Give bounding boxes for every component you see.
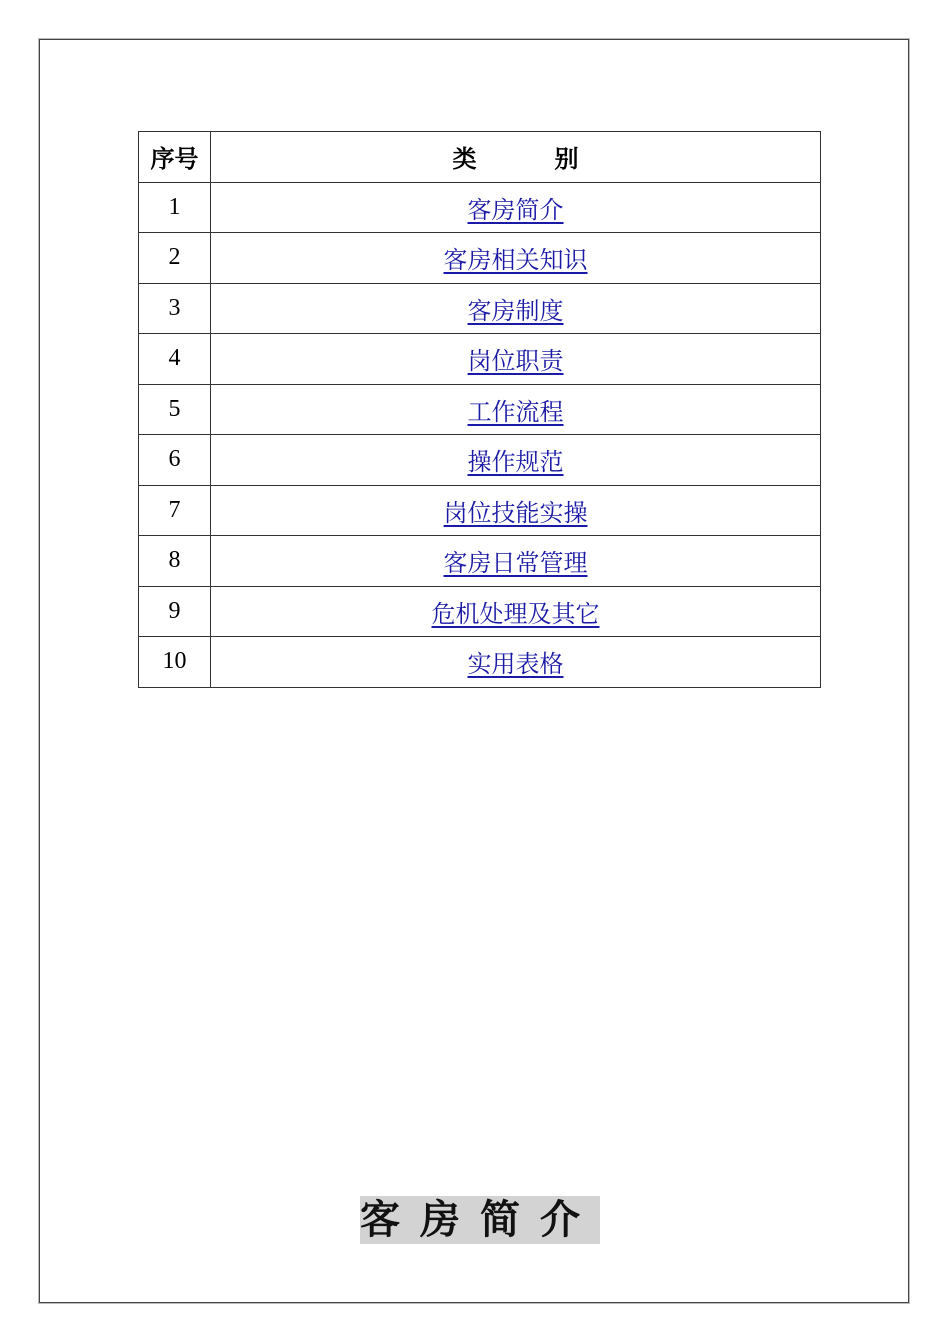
header-category	[211, 132, 821, 183]
table-row	[139, 536, 821, 587]
row-number: 4	[139, 334, 211, 385]
row-category	[211, 384, 821, 435]
table-row	[139, 182, 821, 233]
toc-link-3[interactable]: 客房制度	[467, 296, 564, 325]
table-row	[139, 334, 821, 385]
row-category	[211, 283, 821, 334]
row-category	[211, 485, 821, 536]
header-category-left: 类	[452, 145, 477, 174]
table-header-row	[139, 132, 821, 183]
table-row	[139, 435, 821, 486]
row-category	[211, 435, 821, 486]
table-row	[139, 637, 821, 688]
row-number: 3	[139, 283, 211, 334]
row-number: 5	[139, 384, 211, 435]
row-number: 9	[139, 586, 211, 637]
table-row	[139, 384, 821, 435]
toc-link-4[interactable]: 岗位职责	[467, 347, 564, 376]
row-number: 1	[139, 182, 211, 233]
table-row	[139, 233, 821, 284]
toc-link-2[interactable]: 客房相关知识	[443, 246, 588, 275]
row-number: 7	[139, 485, 211, 536]
toc-link-7[interactable]: 岗位技能实操	[443, 498, 588, 527]
table-row	[139, 586, 821, 637]
toc-link-9[interactable]: 危机处理及其它	[431, 599, 600, 628]
row-category	[211, 182, 821, 233]
toc-link-8[interactable]: 客房日常管理	[443, 549, 588, 578]
row-category	[211, 233, 821, 284]
header-number: 序号	[139, 132, 211, 183]
toc-link-6[interactable]: 操作规范	[467, 448, 564, 477]
row-category	[211, 586, 821, 637]
row-number: 6	[139, 435, 211, 486]
table-row	[139, 485, 821, 536]
row-category	[211, 637, 821, 688]
toc-link-10[interactable]: 实用表格	[467, 650, 564, 679]
row-category	[211, 334, 821, 385]
table-of-contents	[138, 131, 821, 688]
toc-link-5[interactable]: 工作流程	[467, 397, 564, 426]
row-number: 8	[139, 536, 211, 587]
row-category	[211, 536, 821, 587]
row-number: 2	[139, 233, 211, 284]
toc-link-1[interactable]: 客房简介	[467, 195, 564, 224]
table-row	[139, 283, 821, 334]
row-number: 10	[139, 637, 211, 688]
section-title: 客房简介	[360, 1197, 600, 1243]
header-category-right: 别	[554, 145, 579, 174]
